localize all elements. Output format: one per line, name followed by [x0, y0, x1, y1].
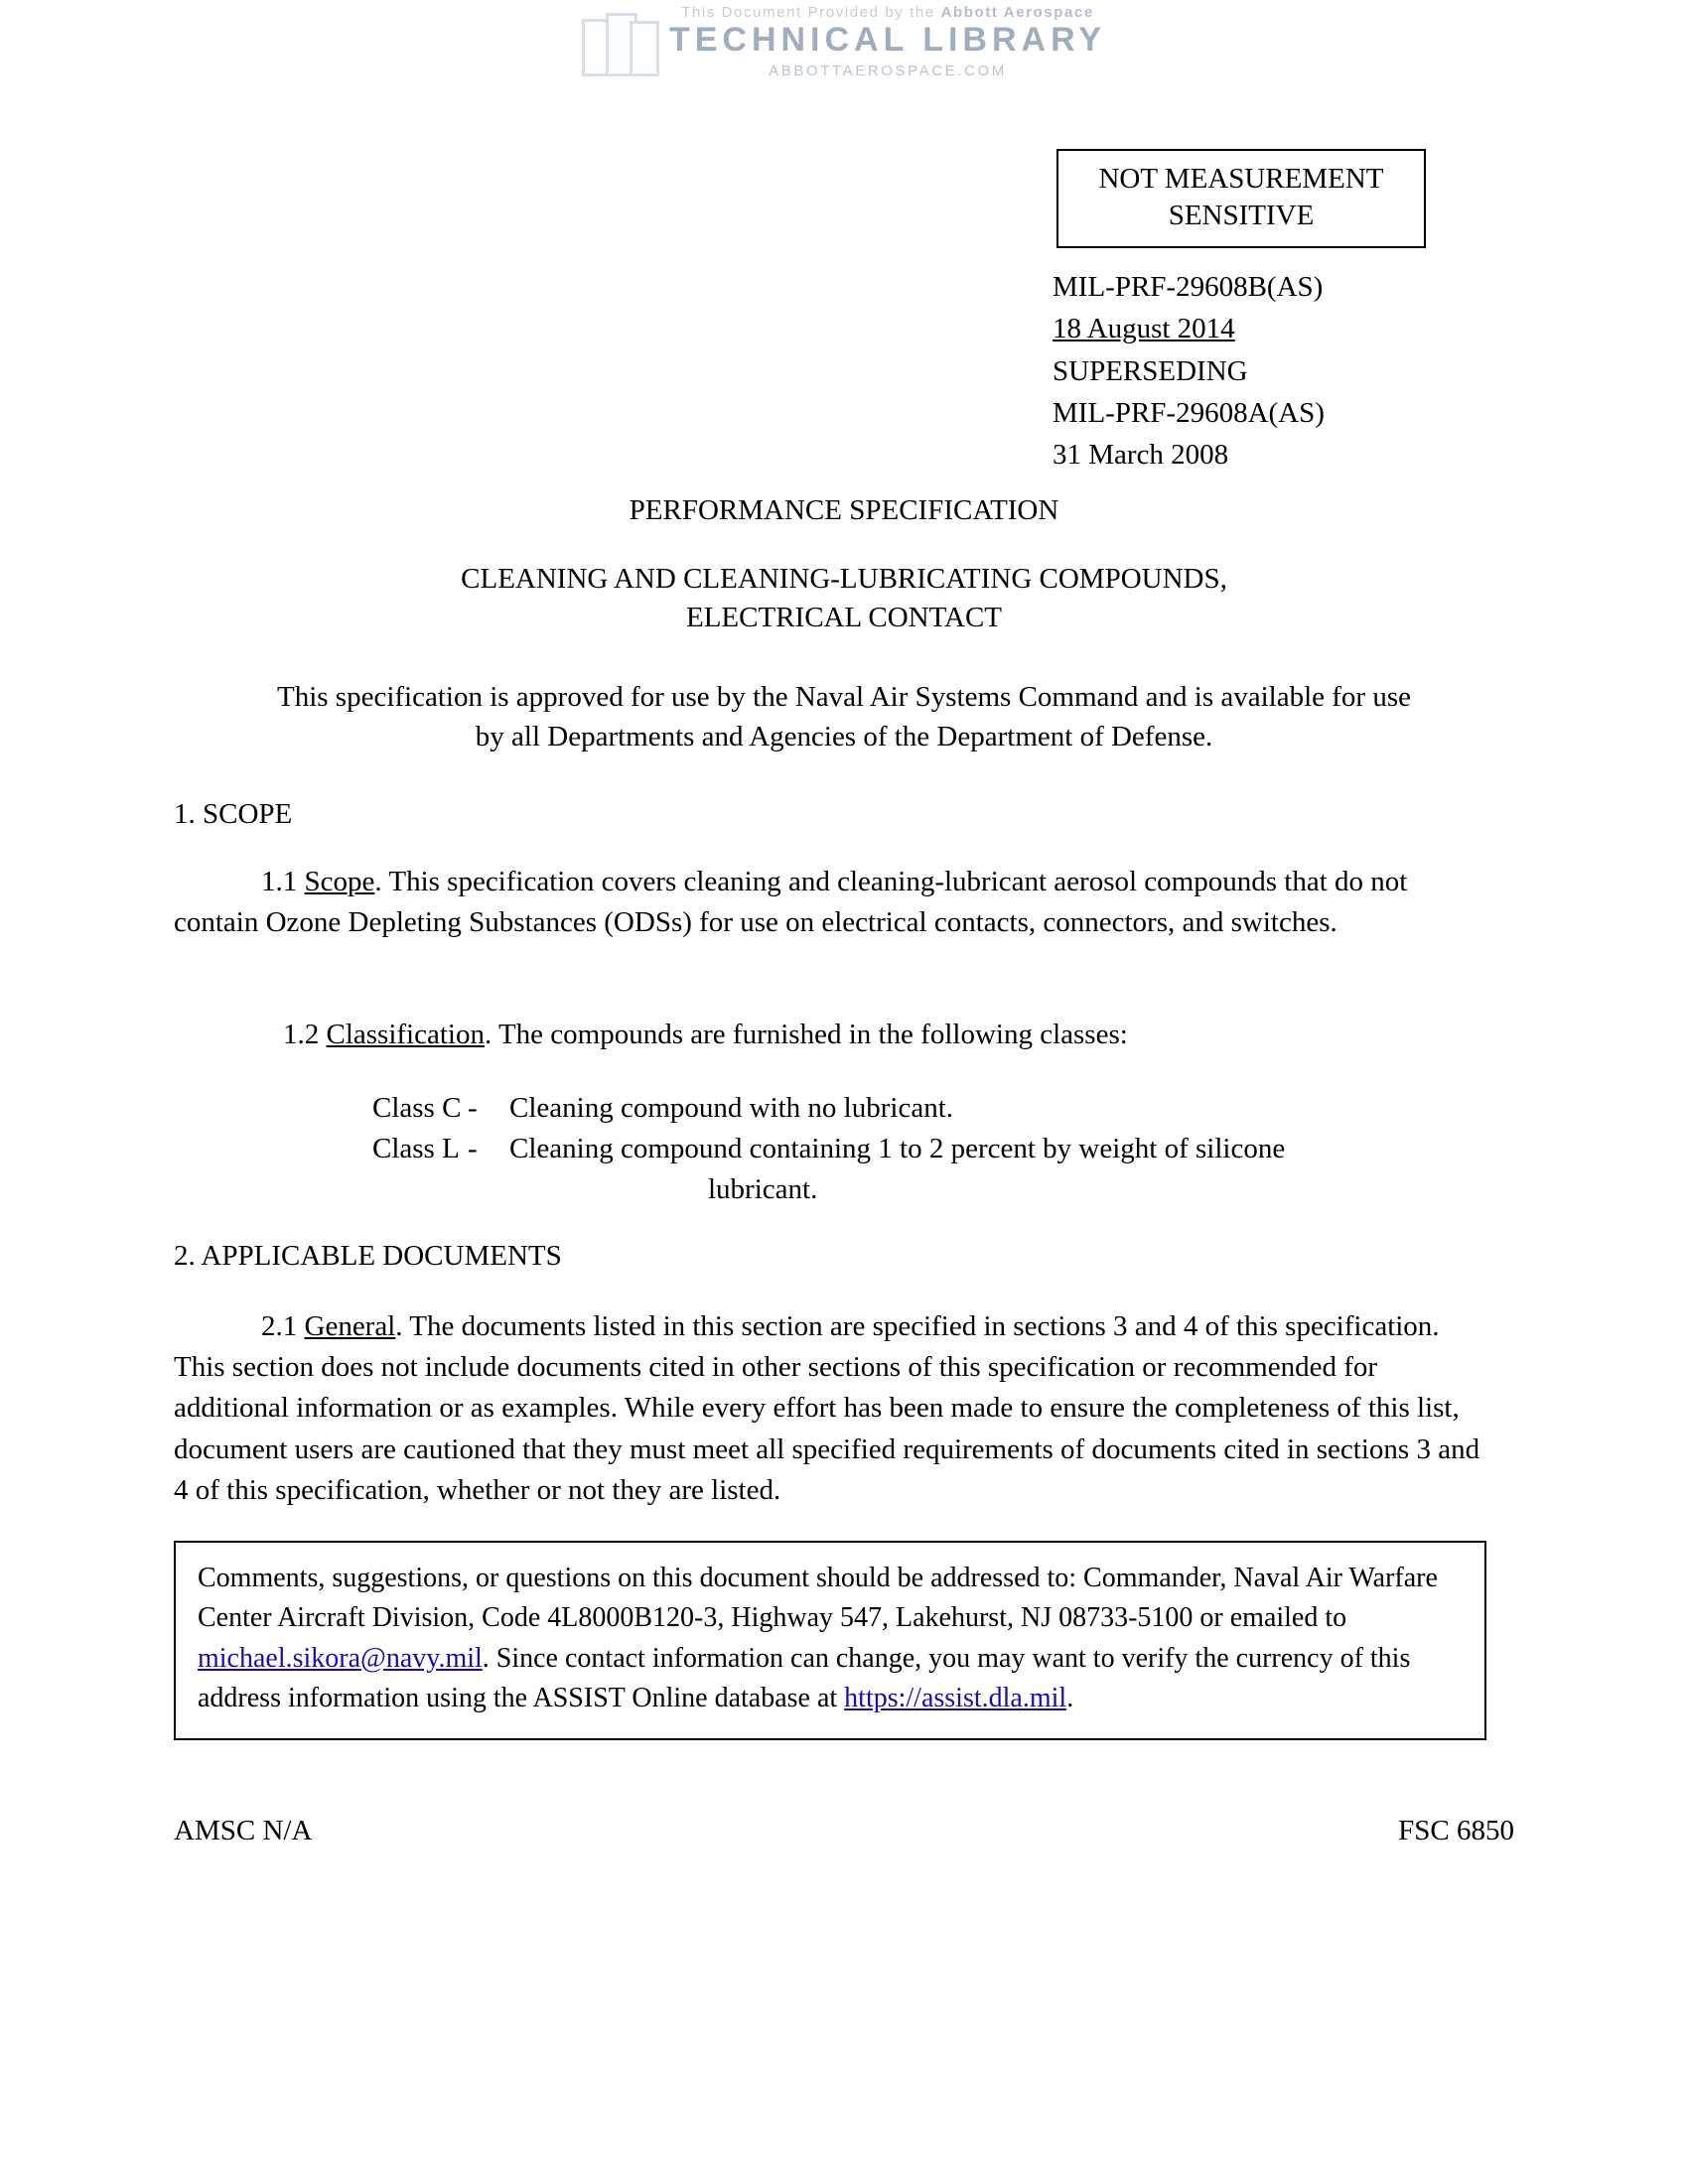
- approval-line-2: by all Departments and Agencies of the Department of Defense.: [475, 721, 1213, 753]
- comments-text-part-1: Comments, suggestions, or questions on this document should be addressed to: Commander, Naval Air Warfare Center Aircraft Division, Code 4L8000B120-3, Highway 547, Lakehurst, NJ 08733-5100 or emailed to: [198, 1563, 1438, 1634]
- nms-line-1: NOT MEASUREMENT: [1098, 163, 1384, 195]
- section-heading-applicable-documents: 2. APPLICABLE DOCUMENTS: [174, 1240, 562, 1272]
- superseding-label: SUPERSEDING: [1053, 354, 1248, 387]
- section-heading-scope: 1. SCOPE: [174, 798, 293, 830]
- email-link[interactable]: michael.sikora@navy.mil: [198, 1642, 483, 1674]
- paragraph-1-1-number: 1.1: [261, 866, 298, 897]
- superseded-spec-number: MIL-PRF-29608A(AS): [1053, 396, 1325, 429]
- superseded-spec-date: 31 March 2008: [1053, 439, 1229, 472]
- class-dash: -: [468, 1092, 478, 1124]
- approval-line-1: This specification is approved for use by the Naval Air Systems Command and is available for use: [276, 681, 1412, 713]
- paragraph-1-2-text: . The compounds are furnished in the following classes:: [484, 1019, 1128, 1050]
- not-measurement-sensitive-box: [1056, 149, 1426, 248]
- document-title-line-1: CLEANING AND CLEANING-LUBRICATING COMPOUNDS,: [461, 563, 1227, 596]
- class-name: Class L: [372, 1133, 460, 1165]
- spec-date: 18 August 2014: [1053, 313, 1235, 345]
- watermark-url: ABBOTTAEROSPACE.COM: [769, 62, 1007, 79]
- comments-text-part-3: .: [1066, 1682, 1074, 1713]
- paragraph-1-1-title: Scope: [304, 866, 375, 897]
- watermark-provider-name: Abbott Aerospace: [940, 4, 1094, 21]
- class-name: Class C: [372, 1092, 462, 1124]
- paragraph-2-1-number: 2.1: [261, 1310, 298, 1342]
- comments-contact-box: [174, 1541, 1486, 1740]
- approval-statement: [169, 677, 1519, 756]
- footer-amsc: AMSC N/A: [174, 1815, 313, 1846]
- document-title-block: [0, 491, 1688, 637]
- paragraph-1-2-title: Classification: [326, 1019, 485, 1050]
- spec-number: MIL-PRF-29608B(AS): [1053, 271, 1324, 303]
- nms-line-2: SENSITIVE: [1168, 200, 1315, 232]
- watermark-title: TECHNICAL LIBRARY: [668, 21, 1107, 59]
- document-identification-block: [1053, 266, 1325, 477]
- class-description: Cleaning compound with no lubricant.: [509, 1092, 954, 1124]
- document-title-line-2: ELECTRICAL CONTACT: [686, 602, 1002, 634]
- paragraph-2-1-text: . The documents listed in this section are specified in sections 3 and 4 of this specification. This section does not include documents cited in other sections of this specification or recommended for additional information or as examples. While every effort has been made to ensure the completeness of this list, document users are cautioned that they must meet all specified requirements of documents cited in sections 3 and 4 of this specification, whether or not they are listed.: [174, 1310, 1480, 1506]
- list-item: [174, 1088, 1484, 1129]
- assist-database-link[interactable]: https://assist.dla.mil: [844, 1682, 1067, 1713]
- specification-kind: PERFORMANCE SPECIFICATION: [629, 494, 1059, 526]
- paragraph-1-2-number: 1.2: [283, 1019, 320, 1050]
- paragraph-1-1-text: . This specification covers cleaning and cleaning-lubricant aerosol compounds that do not contain Ozone Depleting Substances (ODSs) for use on electrical contacts, connectors, and switches.: [174, 866, 1408, 939]
- comments-text-part-2: . Since contact information can change, you may want to verify the currency of this address information using the ASSIST Online database at: [198, 1642, 1411, 1713]
- paragraph-2-1-title: General: [304, 1310, 396, 1342]
- paragraph-1-2: [174, 1015, 1484, 1055]
- paragraph-2-1: [174, 1306, 1484, 1511]
- class-description-continuation: lubricant.: [708, 1173, 818, 1206]
- paragraph-1-1: [174, 862, 1484, 943]
- footer-fsc: FSC 6850: [1398, 1815, 1514, 1846]
- watermark-provided-by-text: This Document Provided by the: [681, 4, 935, 21]
- class-dash: -: [468, 1133, 478, 1165]
- classification-list: [174, 1088, 1484, 1211]
- list-item: [174, 1129, 1484, 1169]
- class-description: Cleaning compound containing 1 to 2 percent by weight of silicone: [509, 1133, 1286, 1165]
